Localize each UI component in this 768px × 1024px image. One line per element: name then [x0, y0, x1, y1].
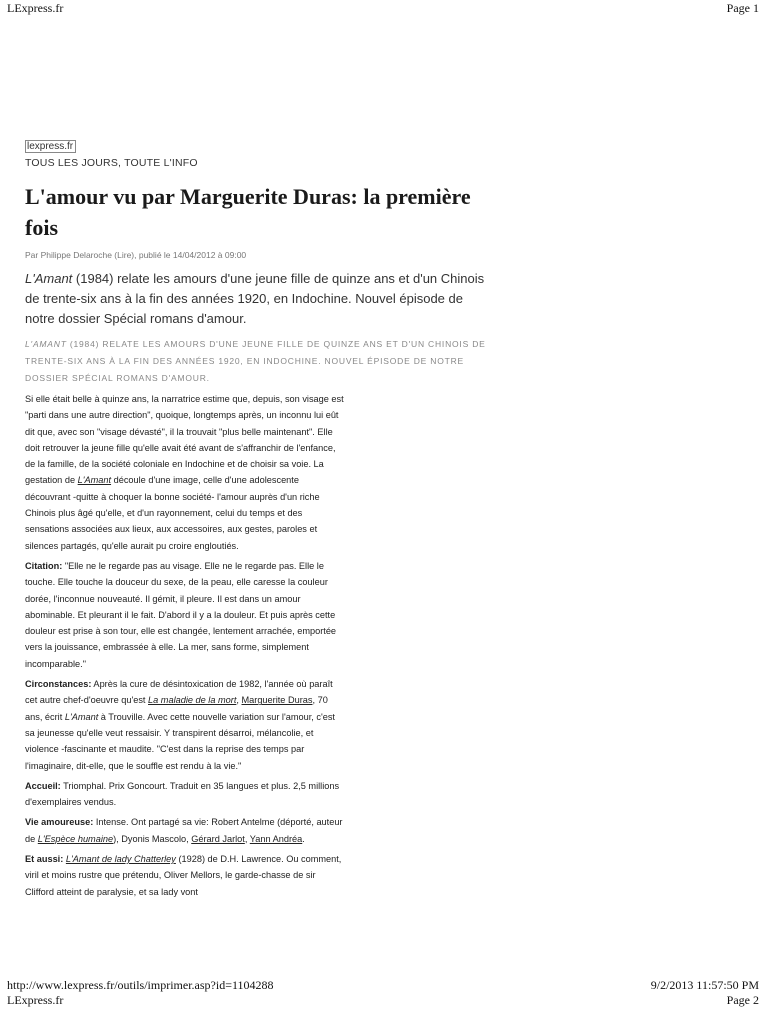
- paragraph-text: , 70 ans, écrit: [25, 695, 328, 722]
- link-yann-andrea[interactable]: Yann Andréa: [249, 833, 303, 844]
- label-citation: Citation:: [25, 560, 63, 571]
- paragraph-text: (1928) de D.H. Lawrence. Ou comment, viril et moins rustre que prétendu, Oliver Mellors, le garde-chasse de sir Clifford atteint de paralysie, et sa lady vont: [25, 854, 342, 897]
- paragraph-text: "Elle ne le regarde pas au visage. Elle ne le regarde pas. Elle le touche. Elle touche la douceur du sexe, de la peau, elle caresse la couleur dorée, l'inconnue nouveauté. Il gémit, il pleure. Il est dans un amour abominable. Et pleurant il le fait. D'abord il y a la douleur. Et puis après cette douleur est prise à son tour, elle est changée, lentement arrachée, emportée vers la jouissance, embrassée à elle. La mer, sans forme, simplement incomparable.": [25, 560, 337, 669]
- footer-url: http://www.lexpress.fr/outils/imprimer.asp?id=1104288: [7, 978, 274, 992]
- link-maladie-de-la-mort[interactable]: La maladie de la mort: [148, 695, 237, 706]
- link-espece-humaine[interactable]: L'Espèce humaine: [37, 833, 114, 844]
- paragraph-accueil: [25, 778, 345, 811]
- article-chapo: [25, 336, 495, 387]
- paragraph-et-aussi: [25, 851, 345, 900]
- paragraph-text: ), Dyonis Mascolo,: [113, 833, 192, 844]
- chapo-text: (1984) RELATE LES AMOURS D'UNE JEUNE FILLE DE QUINZE ANS ET D'UN CHINOIS DE TRENTE-SIX ANS À LA FIN DES ANNÉES 1920, EN INDOCHINE. NOUVEL ÉPISODE DE NOTRE DOSSIER SPÉCIAL ROMANS D'AMOUR.: [25, 339, 486, 383]
- paragraph-intro: [25, 391, 345, 554]
- article-lead: [25, 269, 485, 329]
- lead-text: (1984) relate les amours d'une jeune fille de quinze ans et d'un Chinois de trente-six ans à la fin des années 1920, en Indochine. Nouvel épisode de notre dossier Spécial romans d'amour.: [25, 271, 485, 326]
- paragraph-vie-amoureuse: [25, 814, 345, 847]
- footer-datetime: 9/2/2013 11:57:50 PM: [650, 978, 759, 992]
- link-lamant[interactable]: L'Amant: [77, 475, 112, 486]
- article-byline: Par Philippe Delaroche (Lire), publié le 14/04/2012 à 09:00: [25, 250, 247, 260]
- article-title: L'amour vu par Marguerite Duras: la première fois: [25, 184, 471, 240]
- label-circonstances: Circonstances:: [25, 679, 92, 690]
- link-gerard-jarlot[interactable]: Gérard Jarlot: [191, 833, 245, 844]
- paragraph-citation: [25, 558, 345, 672]
- link-lady-chatterley[interactable]: L'Amant de lady Chatterley: [65, 854, 176, 865]
- print-header-page: Page 1: [726, 1, 759, 15]
- label-accueil: Accueil:: [25, 780, 61, 791]
- paragraph-text: .: [302, 833, 305, 844]
- lead-book-title: L'Amant: [25, 271, 73, 286]
- chapo-book-title: L'AMANT: [25, 339, 67, 349]
- footer-page: Page 2: [726, 993, 759, 1007]
- site-tagline: TOUS LES JOURS, TOUTE L'INFO: [25, 157, 198, 169]
- footer-site: LExpress.fr: [7, 993, 64, 1007]
- paragraph-text: Triomphal. Prix Goncourt. Traduit en 35 langues et plus. 2,5 millions d'exemplaires vendus.: [25, 780, 340, 808]
- paragraph-text: Intense. Ont partagé sa vie: Robert Antelme (déporté, auteur de: [25, 817, 343, 844]
- print-header: [7, 1, 759, 15]
- print-footer: [7, 978, 759, 1024]
- article-body: [25, 391, 345, 904]
- paragraph-text: découle d'une image, celle d'une adolescente découvrant -quitte à choquer la bonne société- l'amour auprès d'un riche Chinois plus âgé qu'elle, et d'un rayonnement, celui du temps et des sensations associées aux lieux, aux accessoires, aux gestes, paroles et silences partagés, qu'elle aurait pu croire engloutiés.: [25, 475, 320, 551]
- site-logo[interactable]: lexpress.fr: [25, 140, 76, 153]
- link-marguerite-duras[interactable]: Marguerite Duras: [241, 695, 313, 706]
- paragraph-circonstances: [25, 676, 345, 774]
- paragraph-text: Après la cure de désintoxication de 1982, l'année où paraît cet autre chef-d'oeuvre qu'est: [25, 679, 333, 706]
- book-title: L'Amant: [64, 711, 99, 722]
- label-vie-amoureuse: Vie amoureuse:: [25, 817, 94, 828]
- paragraph-text: ,: [236, 695, 242, 706]
- paragraph-text: ,: [244, 833, 250, 844]
- paragraph-text: à Trouville. Avec cette nouvelle variation sur l'amour, c'est sa jeunesse qu'elle veut ressaisir. Y transpirent désarroi, mélancolie, et violence -fascinante et maudite. "C'est dans la reprise des temps par l'imaginaire, dit-elle, que le souffle est rendu à la vie.": [25, 711, 335, 771]
- label-et-aussi: Et aussi:: [25, 854, 64, 865]
- print-header-site: LExpress.fr: [7, 1, 64, 15]
- brand: [25, 136, 198, 169]
- paragraph-text: Si elle était belle à quinze ans, la narratrice estime que, depuis, son visage est "parti dans une autre direction", quoique, longtemps après, un inconnu lui eût dit que, avec son "visage dévasté", il la trouvait "plus belle maintenant". Elle doit retrouver la jeune fille qu'elle avait été avant de s'affranchir de l'enfance, de la famille, de la société coloniale en Indochine et de choisir sa voie. La gestation de: [25, 394, 344, 486]
